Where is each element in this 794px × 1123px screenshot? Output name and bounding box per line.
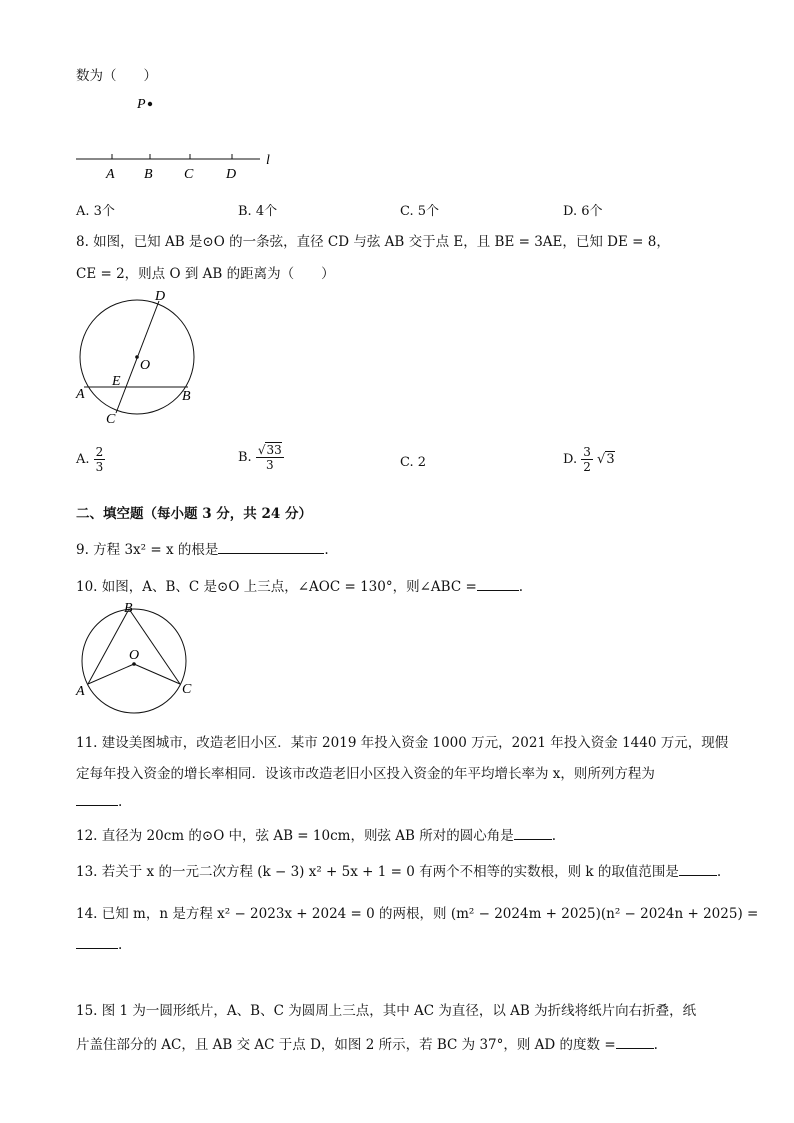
q8-label-b: B: [182, 389, 191, 404]
q7-tick-label-b: B: [144, 167, 153, 182]
q10-text: 10. 如图，A、B、C 是⊙O 上三点，∠AOC = 130°，则∠ABC =: [76, 579, 477, 595]
section-title-fill-in: 二、填空题（每小题 3 分，共 24 分）: [76, 506, 312, 522]
q11-line2: 定每年投入资金的增长率相同．设该市改造老旧小区投入资金的年平均增长率为 x，则所列方程为: [76, 766, 655, 782]
q7-tick-label-a: A: [106, 167, 115, 182]
q9-end: .: [324, 542, 329, 558]
q10-answer-blank[interactable]: [477, 578, 519, 591]
q7-stem-tail: 数为（ ）: [76, 68, 157, 84]
q14-end: .: [118, 937, 123, 953]
q8-option-d-fraction: [581, 446, 593, 473]
q12-line: [76, 824, 556, 844]
q14-line2: [76, 936, 122, 953]
q10-label-c: C: [182, 682, 192, 697]
q7-tick-label-c: C: [184, 167, 194, 182]
q10-line: [76, 575, 523, 595]
q13-end: .: [716, 864, 722, 880]
q13-text: 13. 若关于 x 的一元二次方程 (k − 3) x² + 5x + 1 = 0 有两个不相等的实数根，则 k 的取值范围是: [76, 864, 679, 880]
q8-option-a-den: 3: [95, 460, 104, 474]
q8-label-c: C: [106, 412, 116, 427]
q8-option-d-radicand: 3: [606, 452, 615, 467]
q10-radius-oa: [88, 664, 134, 684]
q8-option-b-radicand: 33: [266, 443, 282, 457]
q10-label-o: O: [129, 648, 140, 663]
q8-label-d: D: [155, 289, 166, 304]
q13-line: [76, 860, 721, 880]
q15-answer-blank[interactable]: [616, 1036, 654, 1049]
q14-answer-blank[interactable]: [76, 936, 118, 949]
q7-line-label: l: [266, 153, 270, 168]
q11-line3: [76, 793, 122, 810]
q12-answer-blank[interactable]: [514, 827, 552, 840]
q8-option-b-fraction: [256, 444, 284, 471]
q8-option-d-den: 2: [583, 460, 591, 474]
q8-option-d-prefix: D.: [563, 452, 578, 467]
q8-option-a-prefix: A.: [76, 452, 90, 467]
q7-point-label: P: [137, 97, 146, 112]
q8-label-a: A: [76, 387, 85, 402]
q7-tick-label-d: D: [226, 167, 237, 182]
q14-line1: 14. 已知 m，n 是方程 x² − 2023x + 2024 = 0 的两根，则 (m² − 2024m + 2025)(n² − 2024n + 2025) =: [76, 906, 759, 922]
q11-end: .: [118, 794, 123, 810]
q11-answer-blank[interactable]: [76, 793, 118, 806]
q8-figure: [70, 284, 210, 429]
q7-figure: [70, 90, 290, 190]
q15-text: 片盖住部分的 AC，且 AB 交 AC 于点 D，如图 2 所示，若 BC 为 37°，则 AD 的度数 =: [76, 1037, 616, 1053]
q9-text: 9. 方程 3x² = x 的根是: [76, 542, 219, 558]
q8-option-a: [76, 446, 105, 473]
q8-label-e: E: [112, 374, 121, 389]
q8-option-d-sqrt: √3: [597, 452, 615, 467]
q7-option-a: A. 3个: [76, 204, 115, 219]
q12-end: .: [551, 828, 556, 844]
q8-option-b: [238, 444, 284, 471]
q10-chord-ba: [88, 609, 129, 684]
q10-label-a: A: [76, 684, 85, 699]
q8-option-d: [563, 446, 615, 473]
q8-option-a-num: 2: [95, 445, 104, 459]
q9-answer-blank[interactable]: [218, 541, 324, 554]
q8-center-dot: [135, 355, 139, 359]
q8-line1: 8. 如图，已知 AB 是⊙O 的一条弦，直径 CD 与弦 AB 交于点 E，且 BE = 3AE，已知 DE = 8，: [76, 234, 670, 250]
q8-line2: CE = 2，则点 O 到 AB 的距离为（ ）: [76, 266, 335, 282]
q8-label-o: O: [140, 358, 151, 373]
q8-option-b-den: 3: [265, 458, 274, 472]
q8-option-b-prefix: B.: [238, 450, 252, 465]
q7-point-p: [148, 102, 152, 106]
q8-option-a-fraction: [94, 446, 106, 473]
q9-line: [76, 538, 329, 558]
q15-line2: [76, 1033, 658, 1053]
q8-option-b-num: √33: [257, 443, 282, 457]
q13-answer-blank[interactable]: [679, 863, 717, 876]
q8-option-d-num: 3: [583, 445, 591, 459]
q10-figure: [72, 598, 202, 723]
q7-option-b: B. 4个: [238, 204, 278, 219]
q12-text: 12. 直径为 20cm 的⊙O 中，弦 AB = 10cm，则弦 AB 所对的圆心角是: [76, 828, 514, 844]
q7-option-c: C. 5个: [400, 204, 440, 219]
q8-option-c: C. 2: [400, 455, 427, 470]
q7-option-d: D. 6个: [563, 204, 603, 219]
q15-end: .: [653, 1037, 658, 1053]
q11-line1: 11. 建设美图城市，改造老旧小区．某市 2019 年投入资金 1000 万元，2021 年投入资金 1440 万元，现假: [76, 735, 729, 751]
q10-end: .: [518, 579, 524, 595]
q10-label-b: B: [124, 601, 133, 616]
q15-line1: 15. 图 1 为一圆形纸片，A、B、C 为圆周上三点，其中 AC 为直径，以 AB 为折线将纸片向右折叠，纸: [76, 1003, 697, 1019]
